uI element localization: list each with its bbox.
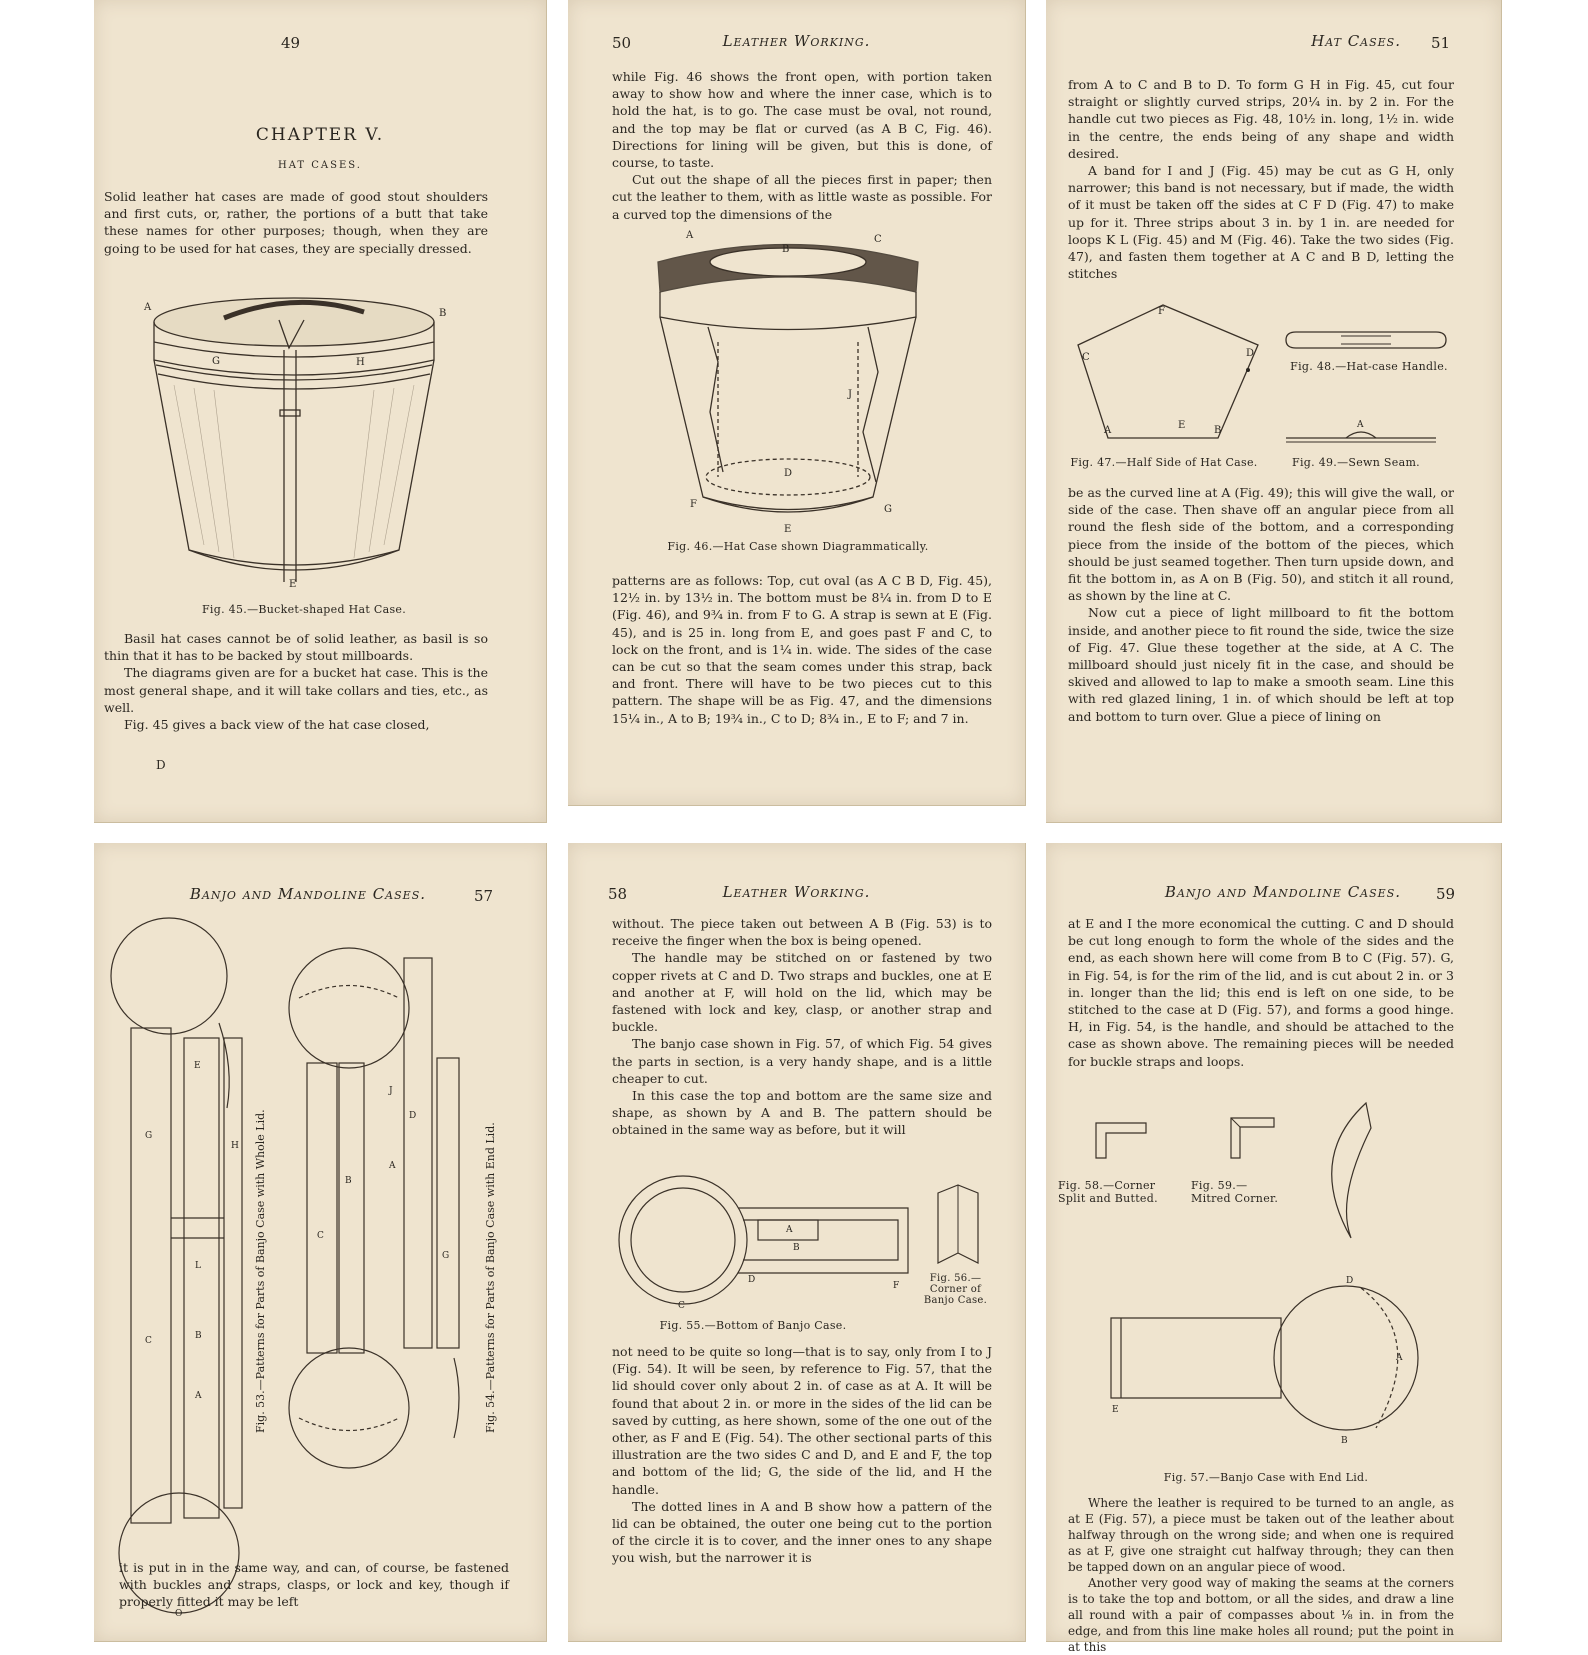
label-c: C [678,1301,685,1311]
label-g: G [442,1251,450,1261]
label-d: D [1246,348,1255,359]
paragraph-text: Solid leather hat cases are made of good stout shoulders and first cuts, or, rather, the portions of a butt that take these names for other purposes; though, when they are going to be used for hat cases, they are specially dressed. [104,189,488,256]
hat-case-diagram-drawing [648,232,928,537]
label-b: B [1214,425,1222,436]
label-a: A [1357,420,1364,430]
corner-drawing [933,1183,983,1268]
paragraph [1068,915,1454,1070]
label-d: D [784,468,793,479]
label-e: E [784,524,792,535]
hat-case-figure [144,290,447,595]
paragraph-block [1068,484,1454,725]
handle-figure [1281,320,1451,360]
label-d: D [409,1111,417,1121]
label-g: G [884,504,892,515]
running-header: Leather Working. [722,32,871,50]
figure-caption-55: Fig. 55.—Bottom of Banjo Case. [659,1319,847,1332]
page-number: 59 [1436,885,1456,903]
label-g: G [212,356,220,367]
figure-caption-56: Fig. 56.—Corner of Banjo Case. [923,1273,988,1306]
figure-caption: Fig. 45.—Bucket-shaped Hat Case. [202,603,406,616]
paragraph-text: A band for I and J (Fig. 45) may be cut as G H, only narrower; this band is not necessary, but if made, the width of it must be taken off the sides at C F D (Fig. 47) to make up for it. Three strips about 3 in. by 1 in. are needed for loops K L (Fig. 45) and M (Fig. 46). Take the two sides (Fig. 47), and fasten them together at A C and B D, letting the stitches [1068,163,1454,282]
page-number: 50 [612,34,632,52]
label-o: O [175,1609,183,1619]
paragraph-block [612,68,992,223]
page-number: 49 [281,34,301,52]
banjo-end-lid-case-drawing [1106,1098,1426,1458]
page-number: 51 [1431,34,1451,52]
paragraph-text: it is put in in the same way, and can, of course, be fastened with buckles and straps, clasps, or lock and key, though if properly fitted it may be left [119,1560,509,1610]
label-f: F [1158,306,1165,317]
paragraph-text: Now cut a piece of light millboard to fit the bottom inside, and another piece to fit round the side, twice the size of Fig. 47. Glue these together at the side, at A C. The millboard should just nicely fit in the case, and should be skived and allowed to lap to make a smooth seam. Line this with red glazed lining, 1 in. of which should be left at top and bottom to turn over. Glue a piece of lining on [1068,605,1454,724]
label-b: B [345,1176,352,1186]
paragraph [119,1559,509,1611]
label-f: F [690,499,697,510]
label-a: A [786,1225,793,1235]
label-l: L [195,1261,201,1271]
paragraph [104,188,488,257]
page-51 [1046,0,1502,823]
handle-drawing [1281,320,1451,360]
label-b: B [782,244,790,255]
page-58 [568,843,1026,1642]
label-a: A [686,230,694,241]
page-number: 57 [474,887,494,905]
paragraph-block [612,1343,992,1567]
paragraph [612,572,992,727]
paragraph-text: while Fig. 46 shows the front open, with portion taken away to show how and where the inner case, which is to hold the hat, is to go. The case must be oval, not round, and the top may be flat or curved (as A B C, Fig. 46). Directions for lining will be given, but this is done, of course, to taste. [612,69,992,171]
paragraph-text: without. The piece taken out between A B (Fig. 53) is to receive the finger when the box is being opened. [612,916,992,949]
paragraph-block [612,915,992,1139]
page-57 [94,843,547,1642]
figure-caption: Fig. 46.—Hat Case shown Diagrammatically. [667,540,929,553]
banjo-whole-lid-figure [109,918,259,1618]
label-a: A [144,302,152,313]
label-b: B [439,308,447,319]
figure-caption-47: Fig. 47.—Half Side of Hat Case. [1070,456,1258,469]
paragraph-text: Fig. 45 gives a back view of the hat case closed, [124,717,430,733]
label-h: H [231,1141,239,1151]
page-number: 58 [608,885,628,903]
label-h: H [356,357,365,368]
label-c: C [145,1336,152,1346]
figure-caption-48: Fig. 48.—Hat-case Handle. [1290,360,1448,373]
running-header: Banjo and Mandoline Cases. [1164,883,1401,901]
seam-drawing [1281,418,1441,448]
banjo-bottom-figure [618,1168,918,1313]
label-f: F [893,1281,900,1291]
paragraph-text: Cut out the shape of all the pieces first in paper; then cut the leather to them, with as little waste as possible. For a curved top the dimensions of the [612,172,992,222]
paragraph-text: at E and I the more economical the cutting. C and D should be cut long enough to form the whole of the sides and the end, as each shown here will come from B to C (Fig. 57). G, in Fig. 54, is for the rim of the lid, and is cut about 2 in. or 3 in. longer than the lid; this end is left on one side, to be stitched to the case at D (Fig. 57), and forms a good hinge. H, in Fig. 54, is the handle, and should be attached to the case as shown above. The remaining pieces will be needed for buckle straps and loops. [1068,916,1454,1069]
banjo-whole-lid-drawing [109,918,259,1618]
bucket-hat-case-drawing [144,290,447,595]
label-e: E [1112,1405,1119,1415]
label-d: D [748,1275,756,1285]
label-j: J [389,1086,393,1096]
seam-figure [1281,418,1441,448]
label-e: E [194,1061,201,1071]
paragraph-text: Where the leather is required to be turned to an angle, as at E (Fig. 57), a piece must be taken out of the leather about halfway through on the wrong side; and when one is required as at F, give one straight cut halfway through; they can then be tapped down on an angular piece of wood. [1068,1496,1454,1574]
banjo-end-lid-case-figure [1106,1098,1426,1458]
paragraph-block [104,630,488,733]
corner-figure [933,1183,983,1268]
paragraph-block [1068,1495,1454,1655]
figure-caption-58: Fig. 58.—Corner Split and Butted. [1058,1179,1158,1205]
label-a: A [1104,425,1112,436]
running-header: Leather Working. [722,883,871,901]
label-e: E [1178,420,1186,431]
paragraph-text: be as the curved line at A (Fig. 49); this will give the wall, or side of the case. Then shave off an angular piece from all round the flesh side of the bottom, and a corresponding piece from the inside of the bottom of the pieces, which should be just seamed together. Then turn upside down, and fit the bottom in, as A on B (Fig. 50), and stitch it all round, as shown by the line at C. [1068,485,1454,604]
running-header: Banjo and Mandoline Cases. [189,885,426,903]
paragraph-text: Basil hat cases cannot be of solid leather, as basil is so thin that it has to be backed by stout millboards. [104,631,488,664]
label-d: D [1346,1276,1354,1286]
label-b: B [1341,1436,1348,1446]
paragraph-block [1068,76,1454,282]
label-c: C [1082,352,1090,363]
label-a: A [389,1161,396,1171]
figure-caption-54: Fig. 54.—Patterns for Parts of Banjo Case with End Lid. [484,1122,497,1433]
label-a: A [1396,1353,1403,1363]
paragraph-text: patterns are as follows: Top, cut oval (as A C B D, Fig. 45), 12½ in. by 13½ in. The bottom must be 8¼ in. from D to E (Fig. 46), and 9¾ in. from F to G. A strap is sewn at E (Fig. 45), and is 25 in. long from E, and goes past F and C, to lock on the front, and is 1¼ in. wide. The sides of the case can be cut so that the seam comes under this strap, back and front. There will have to be two pieces cut to this pattern. The shape will be as Fig. 47, and the dimensions 15¼ in., A to B; 19¾ in., C to D; 8¾ in., E to F; and 7 in. [612,573,992,726]
paragraph-text: The handle may be stitched on or fastened by two copper rivets at C and D. Two straps and buckles, one at E and another at F, will hold on the lid, which may be fastened with lock and key, clasp, or another strap and buckle. [612,950,992,1035]
paragraph-text: from A to C and B to D. To form G H in Fig. 45, cut four straight or slightly curved strips, 20¼ in. by 2 in. For the handle cut two pieces as Fig. 48, 10½ in. long, 1½ in. wide in the centre, the ends being of any shape and width desired. [1068,77,1454,161]
section-title: HAT CASES. [278,160,362,171]
figure-caption-49: Fig. 49.—Sewn Seam. [1292,456,1420,469]
label-e: E [289,579,297,590]
label-j: J [848,389,853,400]
half-side-drawing [1068,300,1268,450]
page-49 [94,0,547,823]
signature-mark: D [156,758,166,772]
figure-caption-59: Fig. 59.—Mitred Corner. [1191,1179,1279,1205]
page-59 [1046,843,1502,1654]
label-b: B [793,1243,800,1253]
half-side-figure [1068,300,1268,450]
figure-caption-53: Fig. 53.—Patterns for Parts of Banjo Case with Whole Lid. [254,1109,267,1433]
paragraph-text: not need to be quite so long—that is to say, only from I to J (Fig. 54). It will be seen, by reference to Fig. 57, that the lid should cover only about 2 in. of case as at A. It will be found that about 2 in. or more in the sides of the lid can be saved by cutting, as here shown, some of the one out of the other, as F and E (Fig. 54). The other sectional parts of this illustration are the two sides C and D, and E and F, the top and bottom of the lid; G, the side of the lid, and H the handle. [612,1344,992,1497]
banjo-end-lid-drawing [289,938,474,1538]
banjo-bottom-drawing [618,1168,918,1313]
label-g: G [145,1131,153,1141]
figure-caption-57: Fig. 57.—Banjo Case with End Lid. [1163,1471,1369,1484]
chapter-title: CHAPTER V. [255,125,385,145]
hat-case-diagram-figure [648,232,928,537]
running-header: Hat Cases. [1311,32,1401,50]
banjo-end-lid-figure [289,938,474,1538]
label-a: A [195,1391,202,1401]
page-50 [568,0,1026,806]
paragraph-text: Another very good way of making the seams at the corners is to take the top and bottom, or all the sides, and draw a line all round with a pair of compasses about ⅛ in. in from the edge, and from this line make holes all round; put the point in at this [1068,1576,1454,1654]
paragraph-text: The diagrams given are for a bucket hat case. This is the most general shape, and it will take collars and ties, etc., as well. [104,665,488,715]
paragraph-text: The dotted lines in A and B show how a pattern of the lid can be obtained, the outer one being cut to the portion of the circle it is to cover, and the inner ones to any shape you wish, but the narrower it is [612,1498,992,1566]
paragraph-text: The banjo case shown in Fig. 57, of which Fig. 54 gives the parts in section, is a very handy shape, and is a little cheaper to cut. [612,1036,992,1086]
label-b: B [195,1331,202,1341]
label-c: C [317,1231,324,1241]
paragraph-text: In this case the top and bottom are the same size and shape, as shown by A and B. The pattern should be obtained in the same way as before, but it will [612,1088,992,1138]
label-c: C [874,234,882,245]
